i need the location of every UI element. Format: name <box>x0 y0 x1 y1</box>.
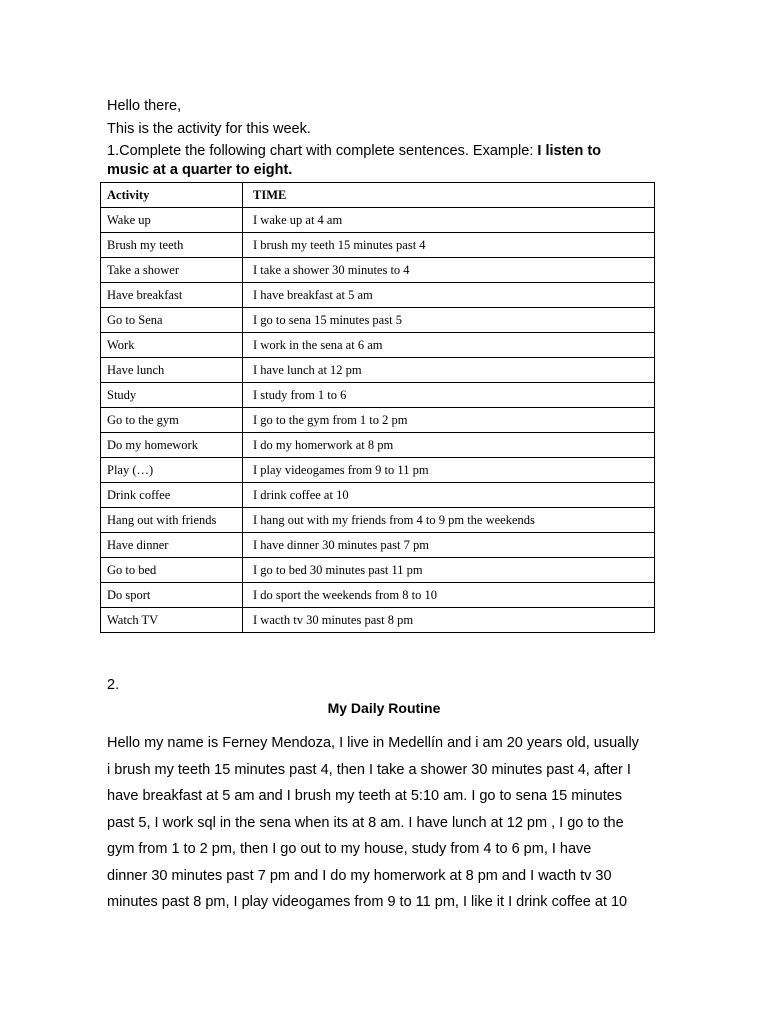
table-row <box>101 208 655 233</box>
table-row <box>101 258 655 283</box>
header-time: TIME <box>243 183 655 208</box>
table-row <box>101 608 655 633</box>
intro-line: This is the activity for this week. <box>107 121 311 137</box>
table-row <box>101 358 655 383</box>
table-header-row <box>101 183 655 208</box>
time-cell: I wake up at 4 am <box>243 208 655 233</box>
essay-line: past 5, I work sql in the sena when its at 8 am. I have lunch at 12 pm , I go to the <box>107 814 624 831</box>
activity-cell: Hang out with friends <box>101 508 243 533</box>
activity-cell: Go to bed <box>101 558 243 583</box>
time-cell: I do sport the weekends from 8 to 10 <box>243 583 655 608</box>
essay-line: have breakfast at 5 am and I brush my teeth at 5:10 am. I go to sena 15 minutes <box>107 788 623 804</box>
essay-title: My Daily Routine <box>327 700 441 716</box>
table-row <box>101 333 655 358</box>
activity-cell: Do my homework <box>101 433 243 458</box>
essay-line: dinner 30 minutes past 7 pm and I do my homerwork at 8 pm and I wacth tv 30 <box>107 867 612 884</box>
activity-cell: Watch TV <box>101 608 243 633</box>
activity-cell: Brush my teeth <box>101 233 243 258</box>
time-cell: I go to sena 15 minutes past 5 <box>243 308 655 333</box>
time-cell: I go to the gym from 1 to 2 pm <box>243 408 655 433</box>
time-cell: I do my homerwork at 8 pm <box>243 433 655 458</box>
table-row <box>101 308 655 333</box>
time-cell: I play videogames from 9 to 11 pm <box>243 458 655 483</box>
time-cell: I have lunch at 12 pm <box>243 358 655 383</box>
table-row <box>101 233 655 258</box>
activity-cell: Study <box>101 383 243 408</box>
section-number: 2. <box>107 677 120 693</box>
table-row <box>101 433 655 458</box>
time-cell: I drink coffee at 10 <box>243 483 655 508</box>
table-row <box>101 583 655 608</box>
time-cell: I have dinner 30 minutes past 7 pm <box>243 533 655 558</box>
instruction-text: 1.Complete the following chart with complete sentences. Example: <box>107 143 538 159</box>
header-activity: Activity <box>101 183 243 208</box>
essay-line: Hello my name is Ferney Mendoza, I live in Medellín and i am 20 years old, usually <box>107 735 639 751</box>
table-row <box>101 458 655 483</box>
table-row <box>101 533 655 558</box>
table-row <box>101 408 655 433</box>
table-row <box>101 558 655 583</box>
essay-line: gym from 1 to 2 pm, then I go out to my house, study from 4 to 6 pm, I have <box>107 841 592 857</box>
time-cell: I have breakfast at 5 am <box>243 283 655 308</box>
activity-table <box>100 182 655 633</box>
table-row <box>101 383 655 408</box>
essay-line: minutes past 8 pm, I play videogames from 9 to 11 pm, I like it I drink coffee at 10 <box>107 894 628 910</box>
time-cell: I work in the sena at 6 am <box>243 333 655 358</box>
time-cell: I wacth tv 30 minutes past 8 pm <box>243 608 655 633</box>
essay-body <box>107 730 667 916</box>
essay-line: i brush my teeth 15 minutes past 4, then I take a shower 30 minutes past 4, after I <box>107 761 631 778</box>
activity-cell: Wake up <box>101 208 243 233</box>
activity-cell: Have breakfast <box>101 283 243 308</box>
activity-cell: Do sport <box>101 583 243 608</box>
table-row <box>101 483 655 508</box>
table-row <box>101 508 655 533</box>
time-cell: I take a shower 30 minutes to 4 <box>243 258 655 283</box>
table-row <box>101 283 655 308</box>
instruction <box>107 141 601 161</box>
activity-cell: Have lunch <box>101 358 243 383</box>
time-cell: I brush my teeth 15 minutes past 4 <box>243 233 655 258</box>
activity-cell: Play (…) <box>101 458 243 483</box>
activity-cell: Take a shower <box>101 258 243 283</box>
activity-cell: Go to the gym <box>101 408 243 433</box>
time-cell: I go to bed 30 minutes past 11 pm <box>243 558 655 583</box>
time-cell: I study from 1 to 6 <box>243 383 655 408</box>
instruction-example-cont: music at a quarter to eight. <box>107 162 293 178</box>
activity-cell: Work <box>101 333 243 358</box>
activity-cell: Go to Sena <box>101 308 243 333</box>
greeting: Hello there, <box>107 98 182 114</box>
activity-cell: Have dinner <box>101 533 243 558</box>
time-cell: I hang out with my friends from 4 to 9 pm the weekends <box>243 508 655 533</box>
activity-cell: Drink coffee <box>101 483 243 508</box>
instruction-example: I listen to <box>537 143 602 159</box>
